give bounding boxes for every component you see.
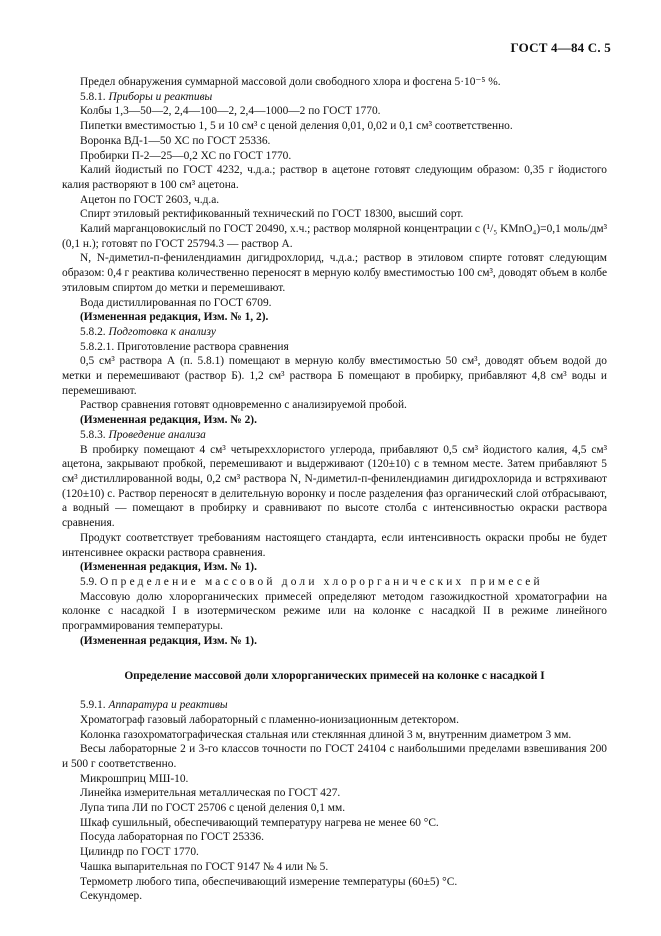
section-number: 5.9.1. xyxy=(80,699,106,712)
paragraph: Шкаф сушильный, обеспечивающий температуру нагрева не менее 60 °С. xyxy=(80,816,439,829)
page-header: ГОСТ 4—84 С. 5 xyxy=(510,40,611,55)
section-heading xyxy=(62,325,607,340)
section-title: Определение массовой доли хлорорганических примесей xyxy=(99,575,543,588)
paragraph: Посуда лабораторная по ГОСТ 25336. xyxy=(80,831,264,844)
paragraph: Раствор сравнения готовят одновременно с анализируемой пробой. xyxy=(80,399,407,412)
paragraph: Микрошприц МШ-10. xyxy=(80,772,189,785)
section-title: Подготовка к анализу xyxy=(108,325,216,338)
section-heading xyxy=(62,575,607,590)
paragraph: Хроматограф газовый лабораторный с пламенно-ионизационным детектором. xyxy=(80,713,459,726)
paragraph: Термометр любого типа, обеспечивающий измерение температуры (60±5) °С. xyxy=(80,875,458,888)
paragraph: Калий марганцовокислый по ГОСТ 20490, х.ч.; раствор молярной концентрации c (¹/₅ KMnO₄)=0,1 моль/дм³ (0,1 н.); готовят по ГОСТ 25794.3 — раствор А. xyxy=(62,223,607,250)
paragraph: Продукт соответствует требованиям настоящего стандарта, если интенсивность окраски пробы не будет интенсивнее окраски раствора сравнения. xyxy=(62,531,607,559)
centered-heading: Определение массовой доли хлорорганических примесей на колонке с насадкой I xyxy=(124,670,545,683)
paragraph: Спирт этиловый ректификованный технический по ГОСТ 18300, высший сорт. xyxy=(80,208,464,221)
section-heading xyxy=(62,428,607,443)
paragraph: Калий йодистый по ГОСТ 4232, ч.д.а.; раствор в ацетоне готовят следующим образом: 0,35 г йодистого калия растворяют в 100 см³ ацетона. xyxy=(62,164,607,191)
section-title: Приборы и реактивы xyxy=(108,90,213,103)
paragraph: 5.8.2.1. Приготовление раствора сравнения xyxy=(80,340,289,353)
paragraph: Колонка газохроматографическая стальная или стеклянная длиной 3 м, внутренним диаметром 3 мм. xyxy=(80,728,572,741)
section-title: Проведение анализа xyxy=(108,428,206,441)
paragraph: Чашка выпарительная по ГОСТ 9147 № 4 или № 5. xyxy=(80,860,329,873)
section-title: Аппаратура и реактивы xyxy=(108,699,228,712)
paragraph: В пробирку помещают 4 см³ четыреххлористого углерода, прибавляют 0,5 см³ йодистого калия, 4,5 см³ ацетона, закрывают пробкой, перемешивают и выдерживают (120±10) с в темном месте. Затем прибавляют 5 см³ дистиллированной воды, 0,2 см³ раствора N, N-диметил-п-фенилендиамин дигидрохлорида и встряхивают (120±10) с. Раствор переносят в делительную воронку и после разделения фаз органический слой отбрасывают, а водный — помещают в пробирку и сравнивают по высоте столба с интенсивностью окраски раствора сравнения. xyxy=(62,443,607,530)
section-number: 5.8.3. xyxy=(80,428,106,441)
section-number: 5.9. xyxy=(80,575,98,588)
paragraph: Пробирки П-2—25—0,2 ХС по ГОСТ 1770. xyxy=(80,149,292,162)
section-heading xyxy=(62,698,607,713)
paragraph: Массовую долю хлорорганических примесей определяют методом газожидкостной хроматографии на колонке с насадкой I в изотермическом режиме или на колонке с насадкой II в режиме линейного программирования температуры. xyxy=(62,590,607,633)
section-number: 5.8.2. xyxy=(80,325,106,338)
paragraph: 0,5 см³ раствора А (п. 5.8.1) помещают в мерную колбу вместимостью 50 см³, доводят объем водой до метки и перемешивают (раствор Б). 1,2 см³ раствора Б помещают в пробирку, прибавляют 4,8 см³ воды и перемешивают. xyxy=(62,355,607,397)
paragraph: N, N-диметил-п-фенилендиамин дигидрохлорид, ч.д.а.; раствор в этиловом спирте готовят следующим образом: 0,4 г реактива количественно переносят в мерную колбу вместимостью 100 см³, доводят объем в колбе этиловым спиртом до метки и перемешивают. xyxy=(62,252,607,294)
paragraph: Пипетки вместимостью 1, 5 и 10 см³ с ценой деления 0,01, 0,02 и 0,1 см³ соответственно. xyxy=(80,120,513,133)
paragraph: Вода дистиллированная по ГОСТ 6709. xyxy=(80,296,272,309)
paragraph: Весы лабораторные 2 и 3-го классов точности по ГОСТ 24104 с наибольшими пределами взвешивания 200 и 500 г соответственно. xyxy=(62,743,607,770)
paragraph: Секундомер. xyxy=(80,890,143,903)
paragraph: Цилиндр по ГОСТ 1770. xyxy=(80,846,199,859)
document-body xyxy=(62,75,607,904)
paragraph: Воронка ВД-1—50 ХС по ГОСТ 25336. xyxy=(80,134,271,147)
amendment-note: (Измененная редакция, Изм. № 1, 2). xyxy=(80,311,269,324)
paragraph: Линейка измерительная металлическая по ГОСТ 427. xyxy=(80,787,341,800)
paragraph: Колбы 1,3—50—2, 2,4—100—2, 2,4—1000—2 по ГОСТ 1770. xyxy=(80,105,381,118)
paragraph: Предел обнаружения суммарной массовой доли свободного хлора и фосгена 5·10⁻⁵ %. xyxy=(80,76,501,88)
section-number: 5.8.1. xyxy=(80,90,106,103)
paragraph: Лупа типа ЛИ по ГОСТ 25706 с ценой деления 0,1 мм. xyxy=(80,802,346,815)
amendment-note: (Измененная редакция, Изм. № 1). xyxy=(80,634,257,647)
amendment-note: (Измененная редакция, Изм. № 2). xyxy=(80,414,257,427)
paragraph: Ацетон по ГОСТ 2603, ч.д.а. xyxy=(80,193,220,206)
amendment-note: (Измененная редакция, Изм. № 1). xyxy=(80,561,257,574)
section-heading xyxy=(62,90,607,105)
